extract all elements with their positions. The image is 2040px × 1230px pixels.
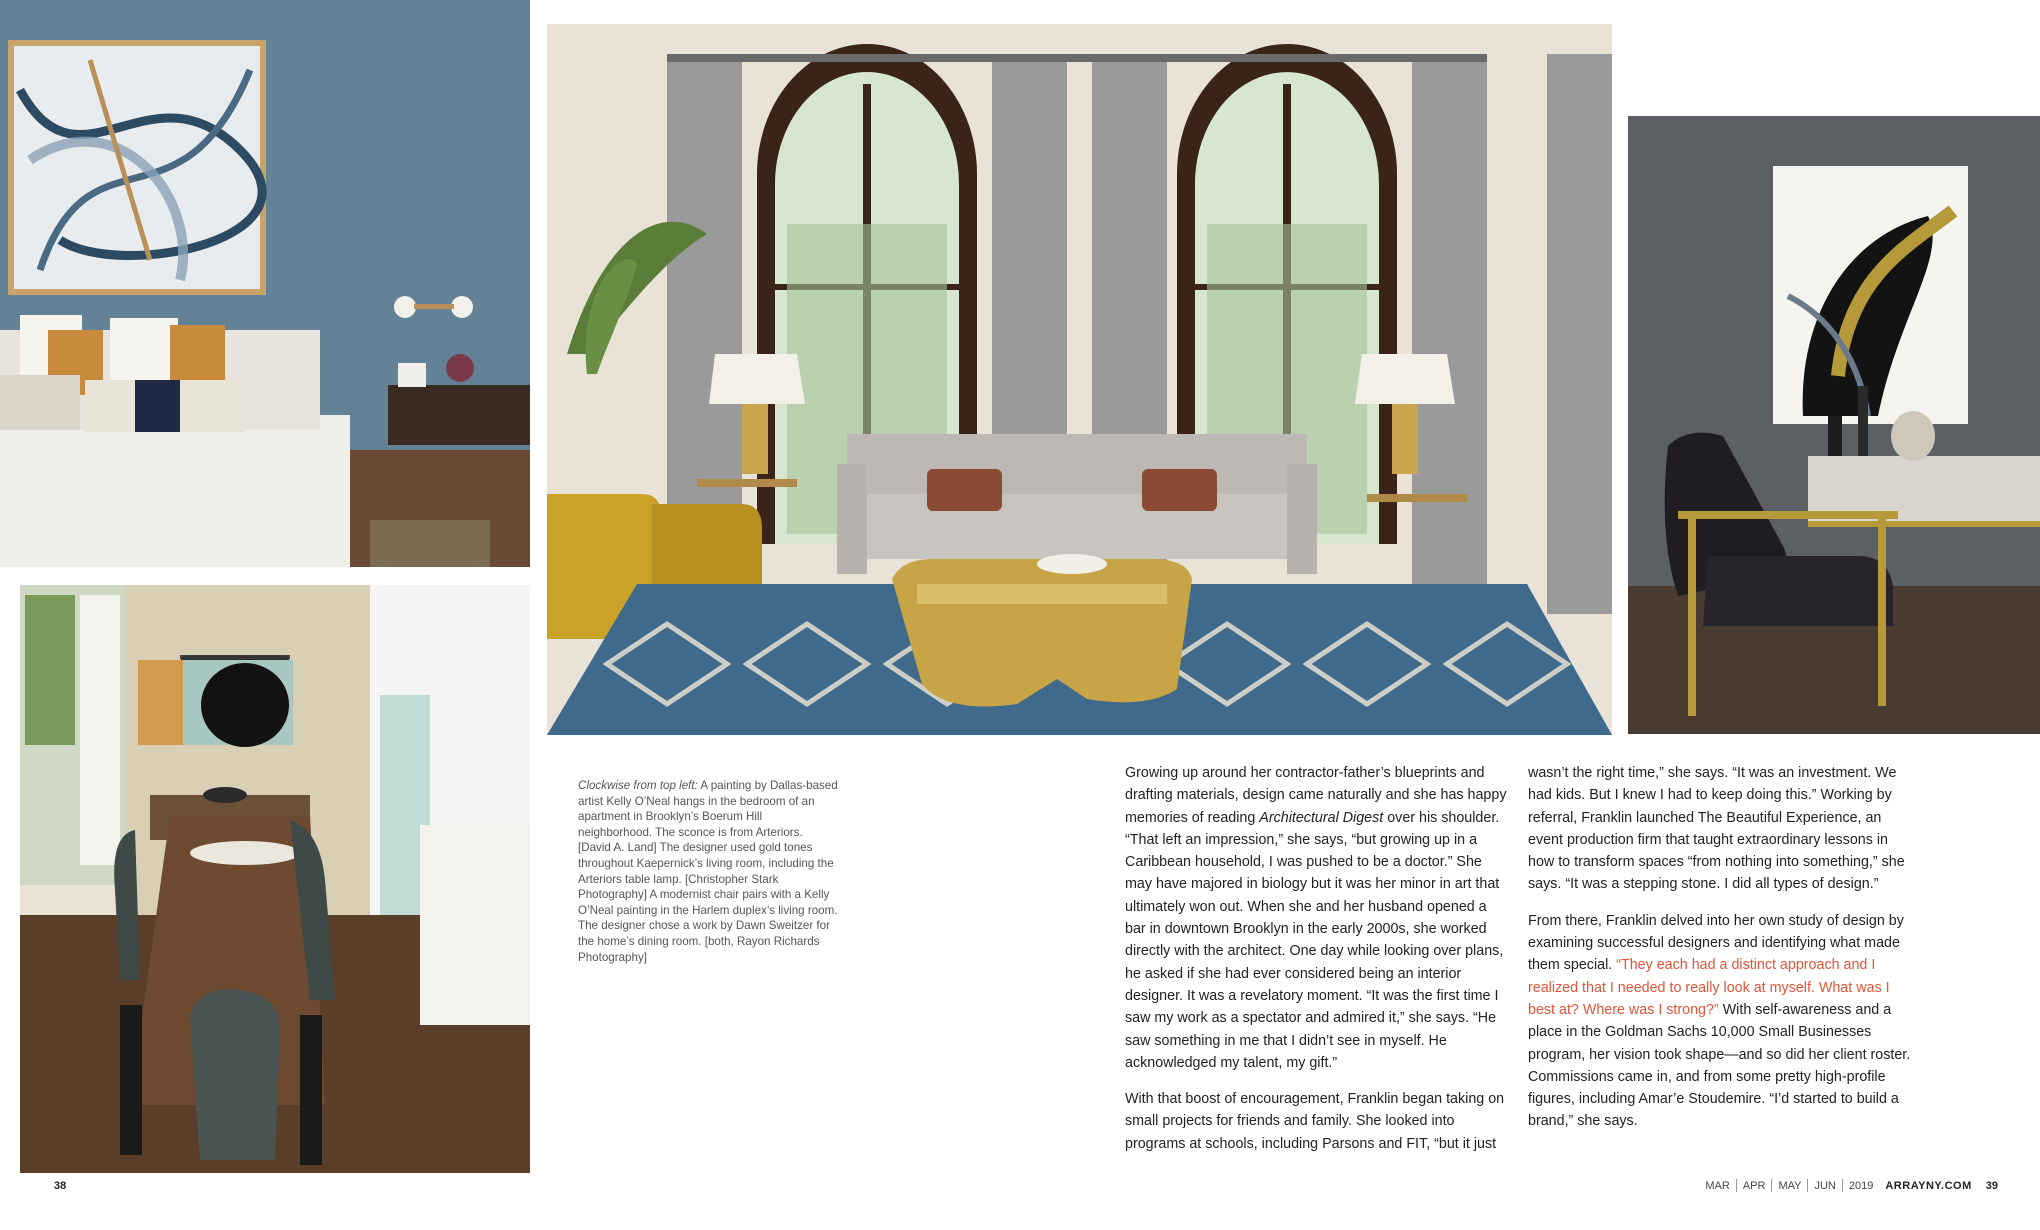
- issue-year: 2019: [1848, 1179, 1874, 1192]
- photo-bedroom: [0, 0, 530, 567]
- paragraph: wasn’t the right time,” she says. “It was an investment. We had kids. But I knew I had to keep doing this.” Working by referral, Franklin launched The Beautiful Experience, an event production firm that taught extraordinary lessons in how to transform spaces “from nothing into something,” she says. “It was a stepping stone. I did all types of design.”: [1528, 765, 1905, 893]
- issue-month: JUN: [1814, 1179, 1836, 1192]
- issue-month: MAR: [1705, 1179, 1730, 1192]
- page-number-left: 38: [54, 1180, 67, 1192]
- divider: [1736, 1179, 1737, 1192]
- site-name[interactable]: ARRAYNY.COM: [1885, 1179, 1972, 1192]
- photo-caption: [578, 778, 838, 965]
- folio-right: [1705, 1179, 1998, 1192]
- issue-month: MAY: [1778, 1179, 1802, 1192]
- text-run: over his shoulder. “That left an impression,” she says, “but growing up in a Caribbean household, I was pushed to be a doctor.” She may have majored in biology but it was her minor in art that ultimately won out. When she and her husband opened a bar in downtown Brooklyn in the early 2000s, she worked directly with the architect. One day while looking over plans, he asked if she had ever considered being an interior designer. It was a revelatory moment. “It was the first time I saw my work as a spectator and admired it,” she says. “He saw something in me that I didn’t see in myself. He acknowledged my talent, my gift.”: [1125, 809, 1504, 1071]
- text-run: From there, Franklin delved into her own study of design by examining successful designers and identifying what made them special.: [1528, 912, 1904, 974]
- article-column-2: [1528, 762, 1913, 1147]
- text-run: Growing up around her contractor-father’s blueprints and drafting materials, design came naturally and she has happy memories of reading: [1125, 765, 1507, 826]
- article-column-1: [1125, 762, 1510, 1169]
- divider: [1807, 1179, 1808, 1192]
- photo-modernist-chair: [1628, 116, 2040, 734]
- issue-month: APR: [1742, 1179, 1766, 1192]
- caption-lead: Clockwise from top left:: [578, 779, 698, 792]
- page-number-right: 39: [1985, 1179, 1998, 1192]
- photo-living-room: [547, 24, 1612, 735]
- paragraph: [1125, 762, 1510, 1074]
- photo-dining-room: [20, 585, 530, 1173]
- magazine-title: Architectural Digest: [1259, 809, 1384, 826]
- paragraph: [1528, 910, 1913, 1133]
- caption-body: A painting by Dallas-based artist Kelly O’Neal hangs in the bedroom of an apartment in Brooklyn’s Boerum Hill neighborhood. The sconce is from Arteriors. [David A. Land] The designer used gold tones throughout Kaepernick’s living room, including the Arteriors table lamp. [Christopher Stark Photography] A modernist chair pairs with a Kelly O’Neal painting in the Harlem duplex’s living room. The designer chose a work by Dawn Sweitzer for the home’s dining room. [both, Rayon Richards Photography]: [578, 779, 838, 964]
- divider: [1842, 1179, 1843, 1192]
- text-run: With self-awareness and a place in the Goldman Sachs 10,000 Small Businesses program, her vision took shape—and so did her client roster. Commissions came in, and from some pretty high-profile figures, including Amar’e Stoudemire. “I’d started to build a brand,” she says.: [1528, 1001, 1911, 1130]
- paragraph: With that boost of encouragement, Franklin began taking on small projects for friends and family. She looked into programs at schools, including Parsons and FIT, “but it just: [1125, 1091, 1505, 1152]
- divider: [1771, 1179, 1772, 1192]
- pull-quote: “They each had a distinct approach and I realized that I needed to really look at myself. What was I best at? Where was I strong?”: [1528, 957, 1890, 1018]
